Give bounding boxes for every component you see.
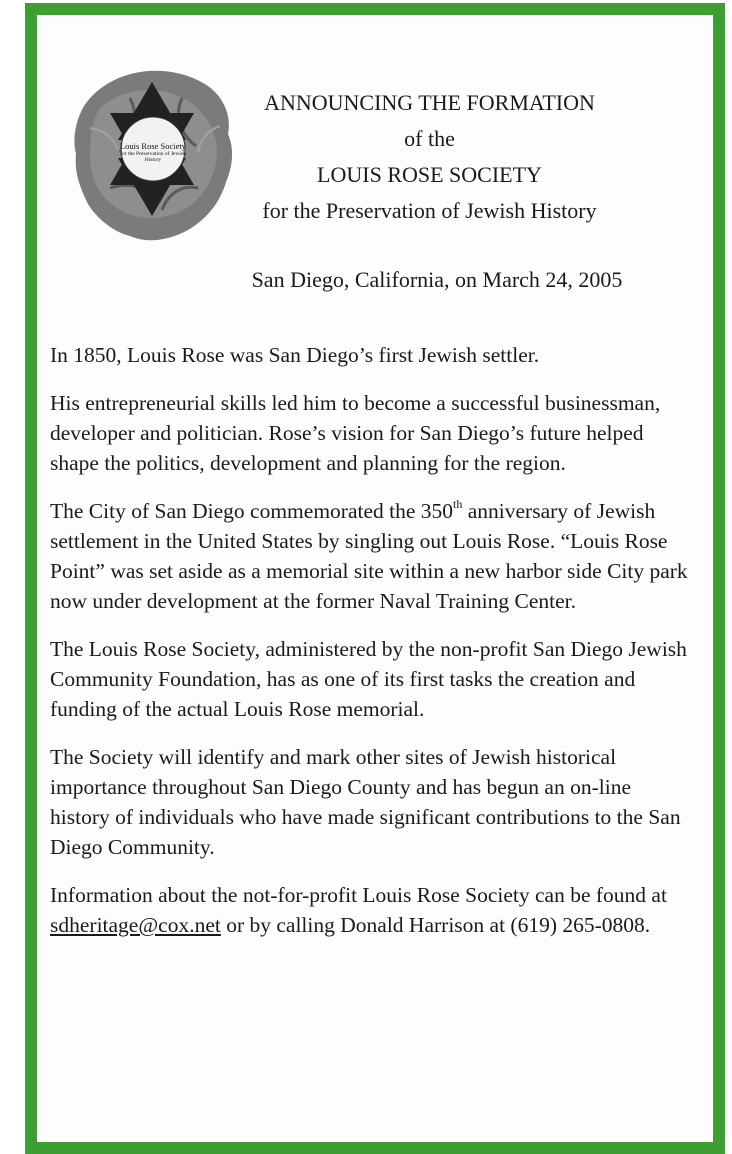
logo xyxy=(70,68,236,244)
paragraph-3 xyxy=(50,496,695,616)
ordinal-suffix: th xyxy=(453,497,463,511)
flyer-frame xyxy=(25,3,725,1154)
paragraph-5: The Society will identify and mark other sites of Jewish historical importance throughout San Diego County and has begun an on-line history of individuals who have made significant contributions to the San Diego Community. xyxy=(50,745,681,859)
logo-label xyxy=(112,143,194,163)
paragraph-6 xyxy=(50,880,695,940)
paragraph-3-start: The City of San Diego commemorated the 350 xyxy=(50,499,454,523)
paragraph-6-start: Information about the not-for-profit Louis Rose Society can be found at xyxy=(50,883,667,907)
announcement-heading xyxy=(237,85,622,229)
heading-line-3: LOUIS ROSE SOCIETY xyxy=(317,162,542,187)
body-text xyxy=(50,340,695,958)
email-link[interactable]: sdheritage@cox.net xyxy=(50,913,221,937)
paragraph-2: His entrepreneurial skills led him to become a successful businessman, developer and politician. Rose’s vision for San Diego’s future helped shape the politics, development and planning for the region. xyxy=(50,391,661,475)
logo-line-1: Louis Rose Society xyxy=(119,141,187,151)
heading-line-2: of the xyxy=(404,126,455,151)
heading-line-4: for the Preservation of Jewish History xyxy=(262,198,597,223)
heading-line-1: ANNOUNCING THE FORMATION xyxy=(264,90,595,115)
paragraph-3-end: anniversary of Jewish settlement in the United States by singling out Louis Rose. “Louis Rose Point” was set aside as a memorial site within a new harbor side City park now under development at the former Naval Training Center. xyxy=(50,499,688,613)
paragraph-6-end: or by calling Donald Harrison at (619) 265-0808. xyxy=(220,913,651,937)
logo-line-2: for the Preservation of Jewish History xyxy=(120,151,186,163)
paragraph-4: The Louis Rose Society, administered by the non-profit San Diego Jewish Community Foundation, has as one of its first tasks the creation and funding of the actual Louis Rose memorial. xyxy=(50,637,687,721)
dateline: San Diego, California, on March 24, 2005 xyxy=(251,267,623,292)
paragraph-1: In 1850, Louis Rose was San Diego’s first Jewish settler. xyxy=(50,343,540,367)
